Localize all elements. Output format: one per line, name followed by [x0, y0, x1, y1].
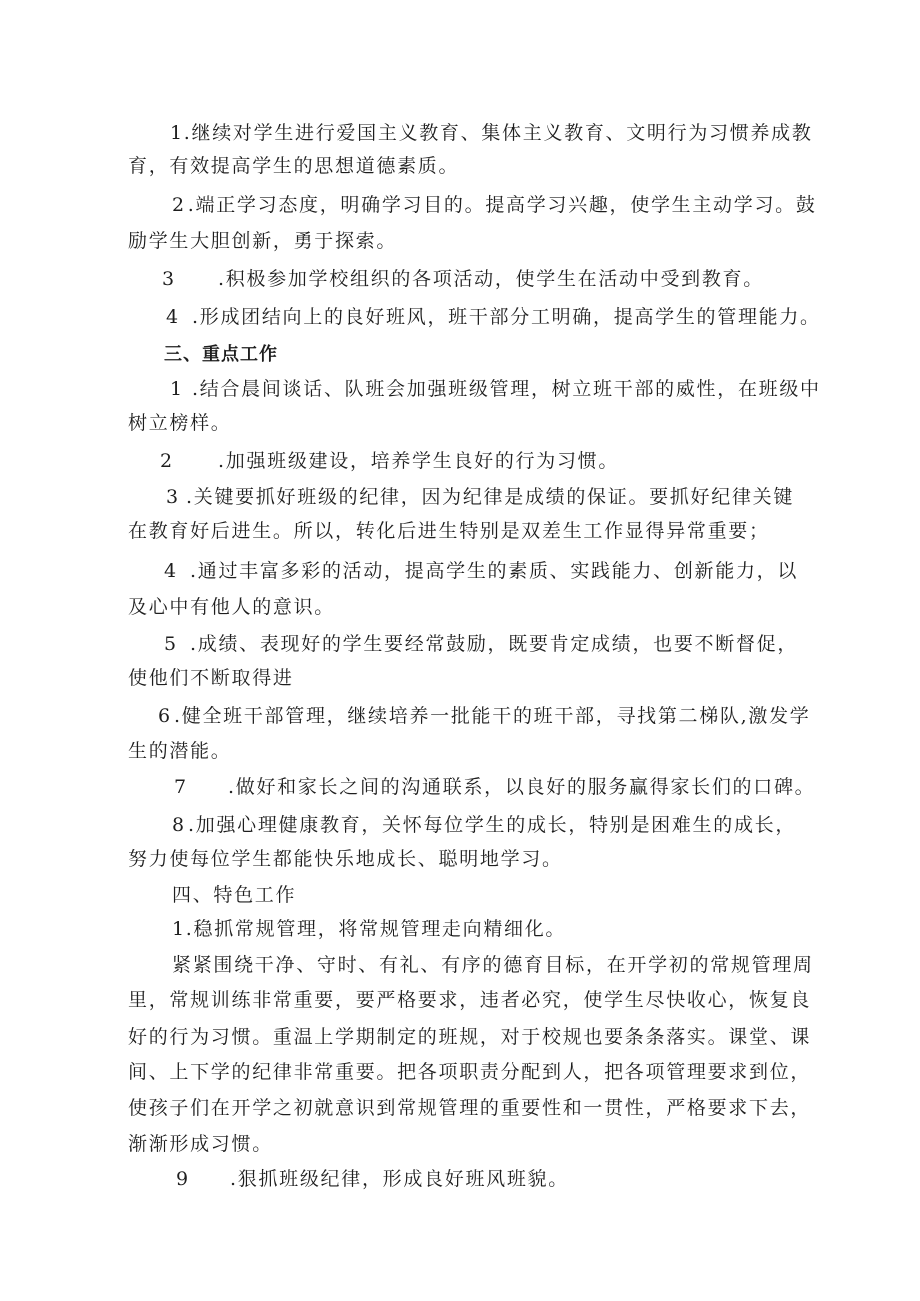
key-item-8-line1 [172, 813, 796, 837]
key-item-7-text: .做好和家长之间的沟通联系，以良好的服务赢得家长们的口碑。 [228, 776, 816, 798]
key-item-8-text: .加强心理健康教育，关怀每位学生的成长，特别是困难生的成长， [188, 814, 797, 836]
key-item-5-line2: 使他们不断取得进 [128, 667, 294, 689]
feature-item-9 [176, 1167, 569, 1191]
key-item-4-text: .通过丰富多彩的活动，提高学生的素质、实践能力、创新能力，以 [190, 560, 799, 582]
goal-item-4-number: 4 [166, 306, 180, 328]
feature-paragraph-line-5: 使孩子们在开学之初就意识到常规管理的重要性和一贯性，严格要求下去， [128, 1097, 812, 1119]
feature-item-1-number: 1. [172, 918, 194, 940]
key-item-4-line2: 及心中有他人的意识。 [128, 596, 336, 618]
key-item-5-line1 [164, 632, 798, 656]
key-item-2-text: .加强班级建设，培养学生良好的行为习惯。 [218, 450, 620, 472]
feature-paragraph-line-3: 好的行为习惯。重温上学期制定的班规，对于校规也要条条落实。课堂、课 [128, 1026, 812, 1048]
key-item-2-number: 2 [160, 450, 174, 472]
goal-item-2-line2: 励学生大胆创新，勇于探索。 [128, 230, 398, 252]
feature-item-1 [172, 917, 566, 941]
key-item-8-line2: 努力使每位学生都能快乐地成长、聪明地学习。 [128, 848, 563, 870]
goal-item-4-text: .形成团结向上的良好班风，班干部分工明确，提高学生的管理能力。 [192, 306, 821, 328]
feature-paragraph-line-2: 里，常规训练非常重要，要严格要求，违者必究，使学生尽快收心，恢复良 [128, 989, 812, 1011]
key-item-6-line2: 生的潜能。 [128, 740, 232, 762]
goal-item-2-text: .端正学习态度，明确学习目的。提高学习兴趣，使学生主动学习。鼓 [187, 194, 817, 216]
key-item-5-text: .成绩、表现好的学生要经常鼓励，既要肯定成绩，也要不断督促， [190, 633, 799, 655]
heading-key-work: 三、重点工作 [164, 344, 278, 365]
feature-item-1-text: 稳抓常规管理，将常规管理走向精细化。 [193, 918, 567, 940]
feature-paragraph-line-4: 间、上下学的纪律非常重要。把各项职责分配到人，把各项管理要求到位， [128, 1061, 812, 1083]
heading-feature-work: 四、特色工作 [172, 884, 297, 906]
goal-item-1-text: 继续对学生进行爱国主义教育、集体主义教育、文明行为习惯养成教 [191, 122, 813, 144]
key-item-6-line1 [158, 704, 810, 728]
key-item-1-line2: 树立榜样。 [128, 412, 232, 434]
goal-item-4 [166, 305, 821, 329]
key-item-1-line1 [170, 377, 821, 401]
key-item-5-number: 5 [164, 633, 178, 655]
goal-item-2-number: 2 [172, 194, 186, 216]
key-item-8-number: 8 [172, 814, 186, 836]
goal-item-3-text: .积极参加学校组织的各项活动，使学生在活动中受到教育。 [218, 268, 764, 290]
feature-item-9-text: .狠抓班级纪律，形成良好班风班貌。 [230, 1168, 569, 1190]
key-item-7-number: 7 [174, 776, 188, 798]
goal-item-1-number: 1. [170, 122, 192, 144]
goal-item-1-line1 [170, 121, 813, 145]
goal-item-1-line2: 育，有效提高学生的思想道德素质。 [128, 155, 460, 177]
key-item-3-number: 3 [166, 486, 180, 508]
goal-item-3-number: 3 [162, 268, 176, 290]
key-item-1-text: .结合晨间谈话、队班会加强班级管理，树立班干部的威性，在班级中 [192, 378, 821, 400]
key-item-4-number: 4 [164, 560, 178, 582]
feature-item-9-number: 9 [176, 1168, 190, 1190]
key-item-4-line1 [164, 559, 798, 583]
key-item-3-line2: 在教育好后进生。所以，转化后进生特别是双差生工作显得异常重要； [128, 520, 770, 542]
key-item-3-text: .关键要抓好班级的纪律，因为纪律是成绩的保证。要抓好纪律关键 [186, 486, 795, 508]
key-item-7 [174, 775, 815, 799]
feature-paragraph-line-6: 渐渐形成习惯。 [128, 1133, 273, 1155]
key-item-3-line1 [166, 485, 794, 509]
key-item-2 [160, 449, 619, 473]
feature-paragraph-line-1: 紧紧围绕干净、守时、有礼、有序的德育目标，在开学初的常规管理周 [172, 954, 814, 976]
key-item-6-number: 6 [158, 705, 172, 727]
goal-item-2-line1 [172, 193, 817, 217]
goal-item-3 [162, 267, 764, 291]
key-item-6-text: .健全班干部管理，继续培养一批能干的班干部，寻找第二梯队,激发学 [174, 705, 811, 727]
key-item-1-number: 1 [170, 378, 184, 400]
